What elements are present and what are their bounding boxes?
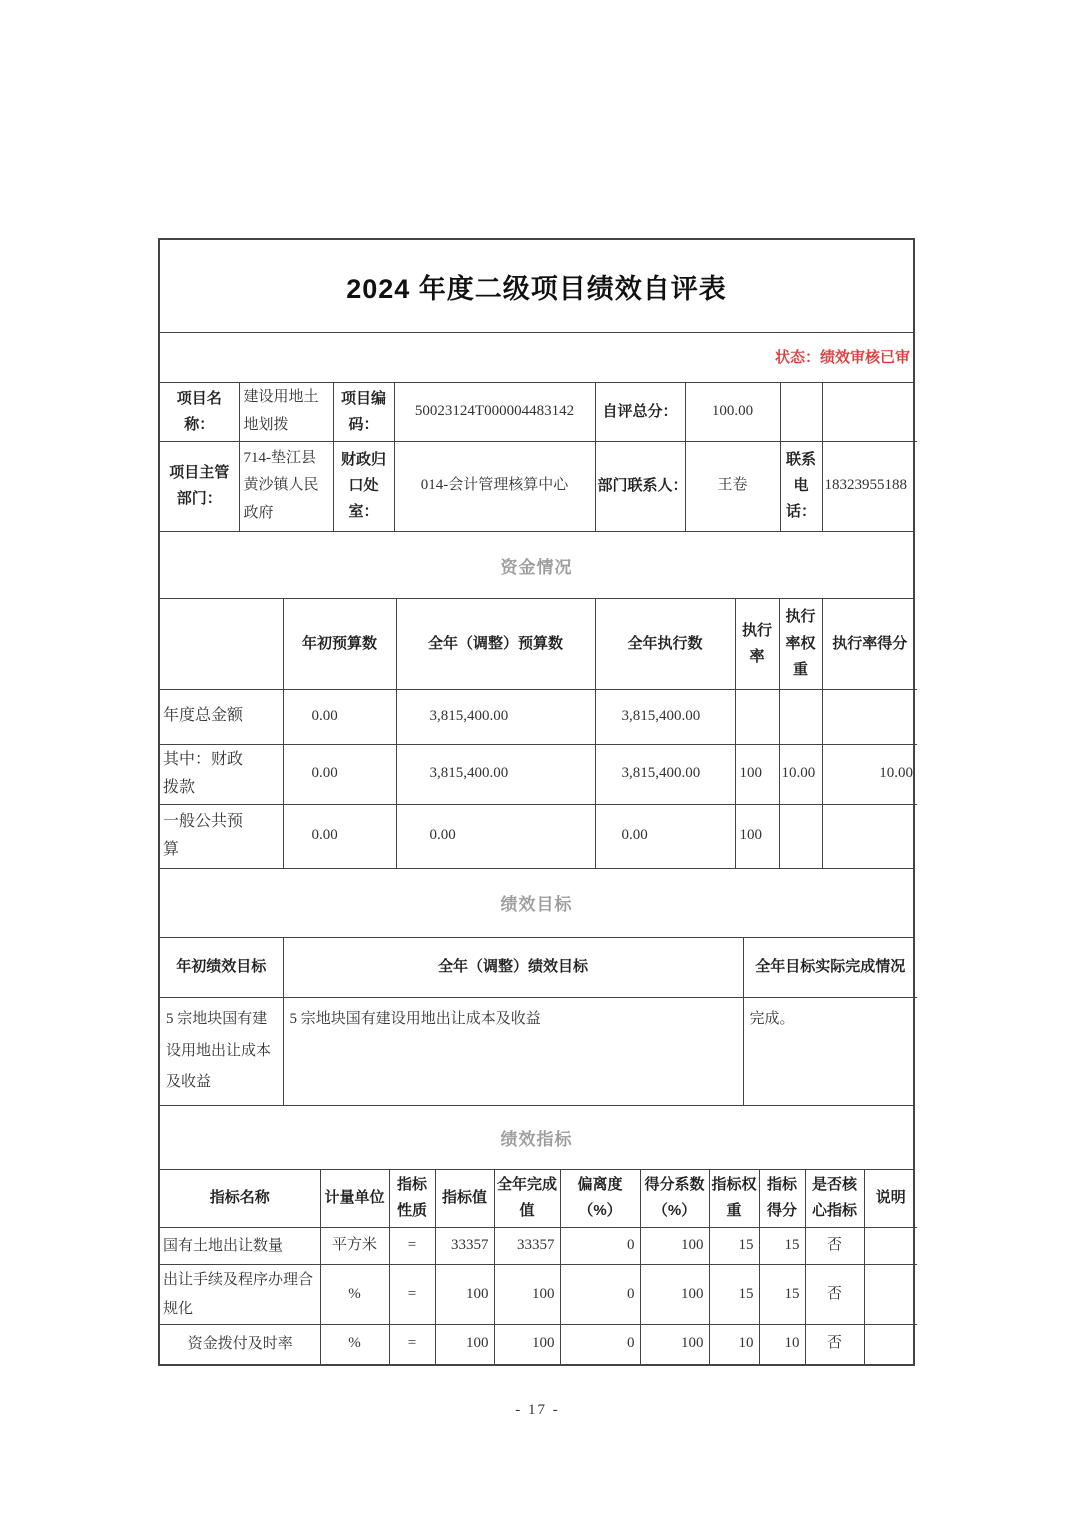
indicator-core: 否 — [805, 1265, 864, 1325]
funding-cell: 100 — [735, 744, 779, 805]
project-code-value: 50023124T000004483142 — [394, 383, 595, 441]
ind-header-deviation: 偏离度（%） — [560, 1170, 640, 1228]
indicator-deviation: 0 — [560, 1265, 640, 1325]
indicator-weight: 15 — [709, 1265, 759, 1325]
contact-value: 王卷 — [685, 441, 780, 531]
indicator-target: 100 — [435, 1325, 494, 1364]
goals-section-title: 绩效目标 — [160, 868, 913, 938]
funding-section-title: 资金情况 — [160, 531, 913, 599]
funding-cell: 3,815,400.00 — [595, 689, 735, 744]
ind-header-nature: 指标性质 — [389, 1170, 435, 1228]
funding-header-exec-rate: 执行率 — [735, 599, 779, 689]
funding-cell: 100 — [735, 805, 779, 868]
phone-label: 联系电话： — [780, 441, 822, 531]
empty-cell — [822, 383, 917, 441]
indicator-note — [864, 1228, 917, 1265]
indicators-section-title: 绩效指标 — [160, 1105, 913, 1170]
self-score-label: 自评总分： — [595, 383, 685, 441]
funding-cell: 3,815,400.00 — [595, 744, 735, 805]
funding-row-label: 年度总金额 — [160, 689, 283, 744]
indicator-note — [864, 1325, 917, 1364]
funding-header-exec-rate-weight: 执行率权重 — [779, 599, 822, 689]
project-info-table — [160, 383, 917, 531]
indicator-name: 国有土地出让数量 — [160, 1228, 320, 1265]
funding-row-label: 一般公共预算 — [160, 805, 283, 868]
indicator-row — [160, 1265, 917, 1325]
indicator-deviation: 0 — [560, 1325, 640, 1364]
indicator-nature: = — [389, 1325, 435, 1364]
indicator-target: 100 — [435, 1265, 494, 1325]
indicator-deviation: 0 — [560, 1228, 640, 1265]
funding-cell — [822, 805, 917, 868]
funding-cell: 3,815,400.00 — [396, 689, 595, 744]
empty-cell — [780, 383, 822, 441]
funding-cell: 0.00 — [283, 805, 396, 868]
funding-row-total — [160, 689, 917, 744]
funding-row-fiscal — [160, 744, 917, 805]
indicator-unit: % — [320, 1325, 389, 1364]
funding-table — [160, 599, 917, 868]
funding-cell — [822, 689, 917, 744]
indicator-target: 33357 — [435, 1228, 494, 1265]
ind-header-unit: 计量单位 — [320, 1170, 389, 1228]
indicator-coefficient: 100 — [640, 1265, 709, 1325]
indicator-core: 否 — [805, 1228, 864, 1265]
project-name-value: 建设用地土地划拨 — [239, 383, 333, 441]
goal-completion-value: 完成。 — [743, 998, 917, 1105]
office-value: 014-会计管理核算中心 — [394, 441, 595, 531]
funding-cell — [779, 689, 822, 744]
indicator-weight: 15 — [709, 1228, 759, 1265]
info-row-2 — [160, 441, 917, 531]
indicator-nature: = — [389, 1228, 435, 1265]
funding-header-initial-budget: 年初预算数 — [283, 599, 396, 689]
contact-label: 部门联系人： — [595, 441, 685, 531]
office-label: 财政归口处室： — [333, 441, 394, 531]
ind-header-name: 指标名称 — [160, 1170, 320, 1228]
page-number: - 17 - — [515, 1402, 560, 1418]
indicator-score: 10 — [759, 1325, 805, 1364]
project-name-label: 项目名称： — [160, 383, 239, 441]
goals-header-initial: 年初绩效目标 — [160, 938, 283, 998]
dept-label: 项目主管部门： — [160, 441, 239, 531]
goal-adjusted-value: 5 宗地块国有建设用地出让成本及收益 — [283, 998, 743, 1105]
status-text: 状态：绩效审核已审 — [160, 333, 913, 383]
funding-header-exec-rate-score: 执行率得分 — [822, 599, 917, 689]
funding-cell: 0.00 — [283, 744, 396, 805]
indicator-note — [864, 1265, 917, 1325]
ind-header-score: 指标得分 — [759, 1170, 805, 1228]
dept-value: 714-垫江县黄沙镇人民政府 — [239, 441, 333, 531]
funding-row-public-budget — [160, 805, 917, 868]
funding-cell: 10.00 — [822, 744, 917, 805]
ind-header-actual: 全年完成值 — [494, 1170, 560, 1228]
ind-header-coefficient: 得分系数（%） — [640, 1170, 709, 1228]
funding-cell: 10.00 — [779, 744, 822, 805]
phone-value: 18323955188 — [822, 441, 917, 531]
indicator-actual: 100 — [494, 1265, 560, 1325]
funding-row-label: 其中：财政拨款 — [160, 744, 283, 805]
funding-cell: 3,815,400.00 — [396, 744, 595, 805]
indicator-score: 15 — [759, 1265, 805, 1325]
goals-header-adjusted: 全年（调整）绩效目标 — [283, 938, 743, 998]
indicators-table — [160, 1170, 917, 1364]
funding-header-adjusted-budget: 全年（调整）预算数 — [396, 599, 595, 689]
indicator-coefficient: 100 — [640, 1228, 709, 1265]
funding-cell: 0.00 — [396, 805, 595, 868]
project-code-label: 项目编码： — [333, 383, 394, 441]
ind-header-note: 说明 — [864, 1170, 917, 1228]
ind-header-core: 是否核心指标 — [805, 1170, 864, 1228]
indicator-score: 15 — [759, 1228, 805, 1265]
info-row-1 — [160, 383, 917, 441]
ind-header-weight: 指标权重 — [709, 1170, 759, 1228]
indicator-unit: % — [320, 1265, 389, 1325]
funding-cell: 0.00 — [283, 689, 396, 744]
indicator-row — [160, 1228, 917, 1265]
indicators-header-row — [160, 1170, 917, 1228]
indicator-nature: = — [389, 1265, 435, 1325]
funding-cell: 0.00 — [595, 805, 735, 868]
form-title: 2024 年度二级项目绩效自评表 — [346, 273, 727, 304]
indicator-actual: 100 — [494, 1325, 560, 1364]
evaluation-form — [158, 238, 915, 1366]
indicator-row — [160, 1325, 917, 1364]
form-title-row — [160, 240, 913, 333]
goals-table — [160, 938, 917, 1105]
indicator-actual: 33357 — [494, 1228, 560, 1265]
indicator-coefficient: 100 — [640, 1325, 709, 1364]
indicator-name: 出让手续及程序办理合规化 — [160, 1265, 320, 1325]
goals-data-row — [160, 998, 917, 1105]
funding-cell — [735, 689, 779, 744]
ind-header-target: 指标值 — [435, 1170, 494, 1228]
indicator-name: 资金拨付及时率 — [160, 1325, 320, 1364]
self-score-value: 100.00 — [685, 383, 780, 441]
funding-cell — [779, 805, 822, 868]
indicator-weight: 10 — [709, 1325, 759, 1364]
indicator-core: 否 — [805, 1325, 864, 1364]
funding-header-executed: 全年执行数 — [595, 599, 735, 689]
indicator-unit: 平方米 — [320, 1228, 389, 1265]
goal-initial-value: 5 宗地块国有建设用地出让成本及收益 — [160, 998, 283, 1105]
funding-header-row — [160, 599, 917, 689]
funding-header-blank — [160, 599, 283, 689]
goals-header-completion: 全年目标实际完成情况 — [743, 938, 917, 998]
goals-header-row — [160, 938, 917, 998]
